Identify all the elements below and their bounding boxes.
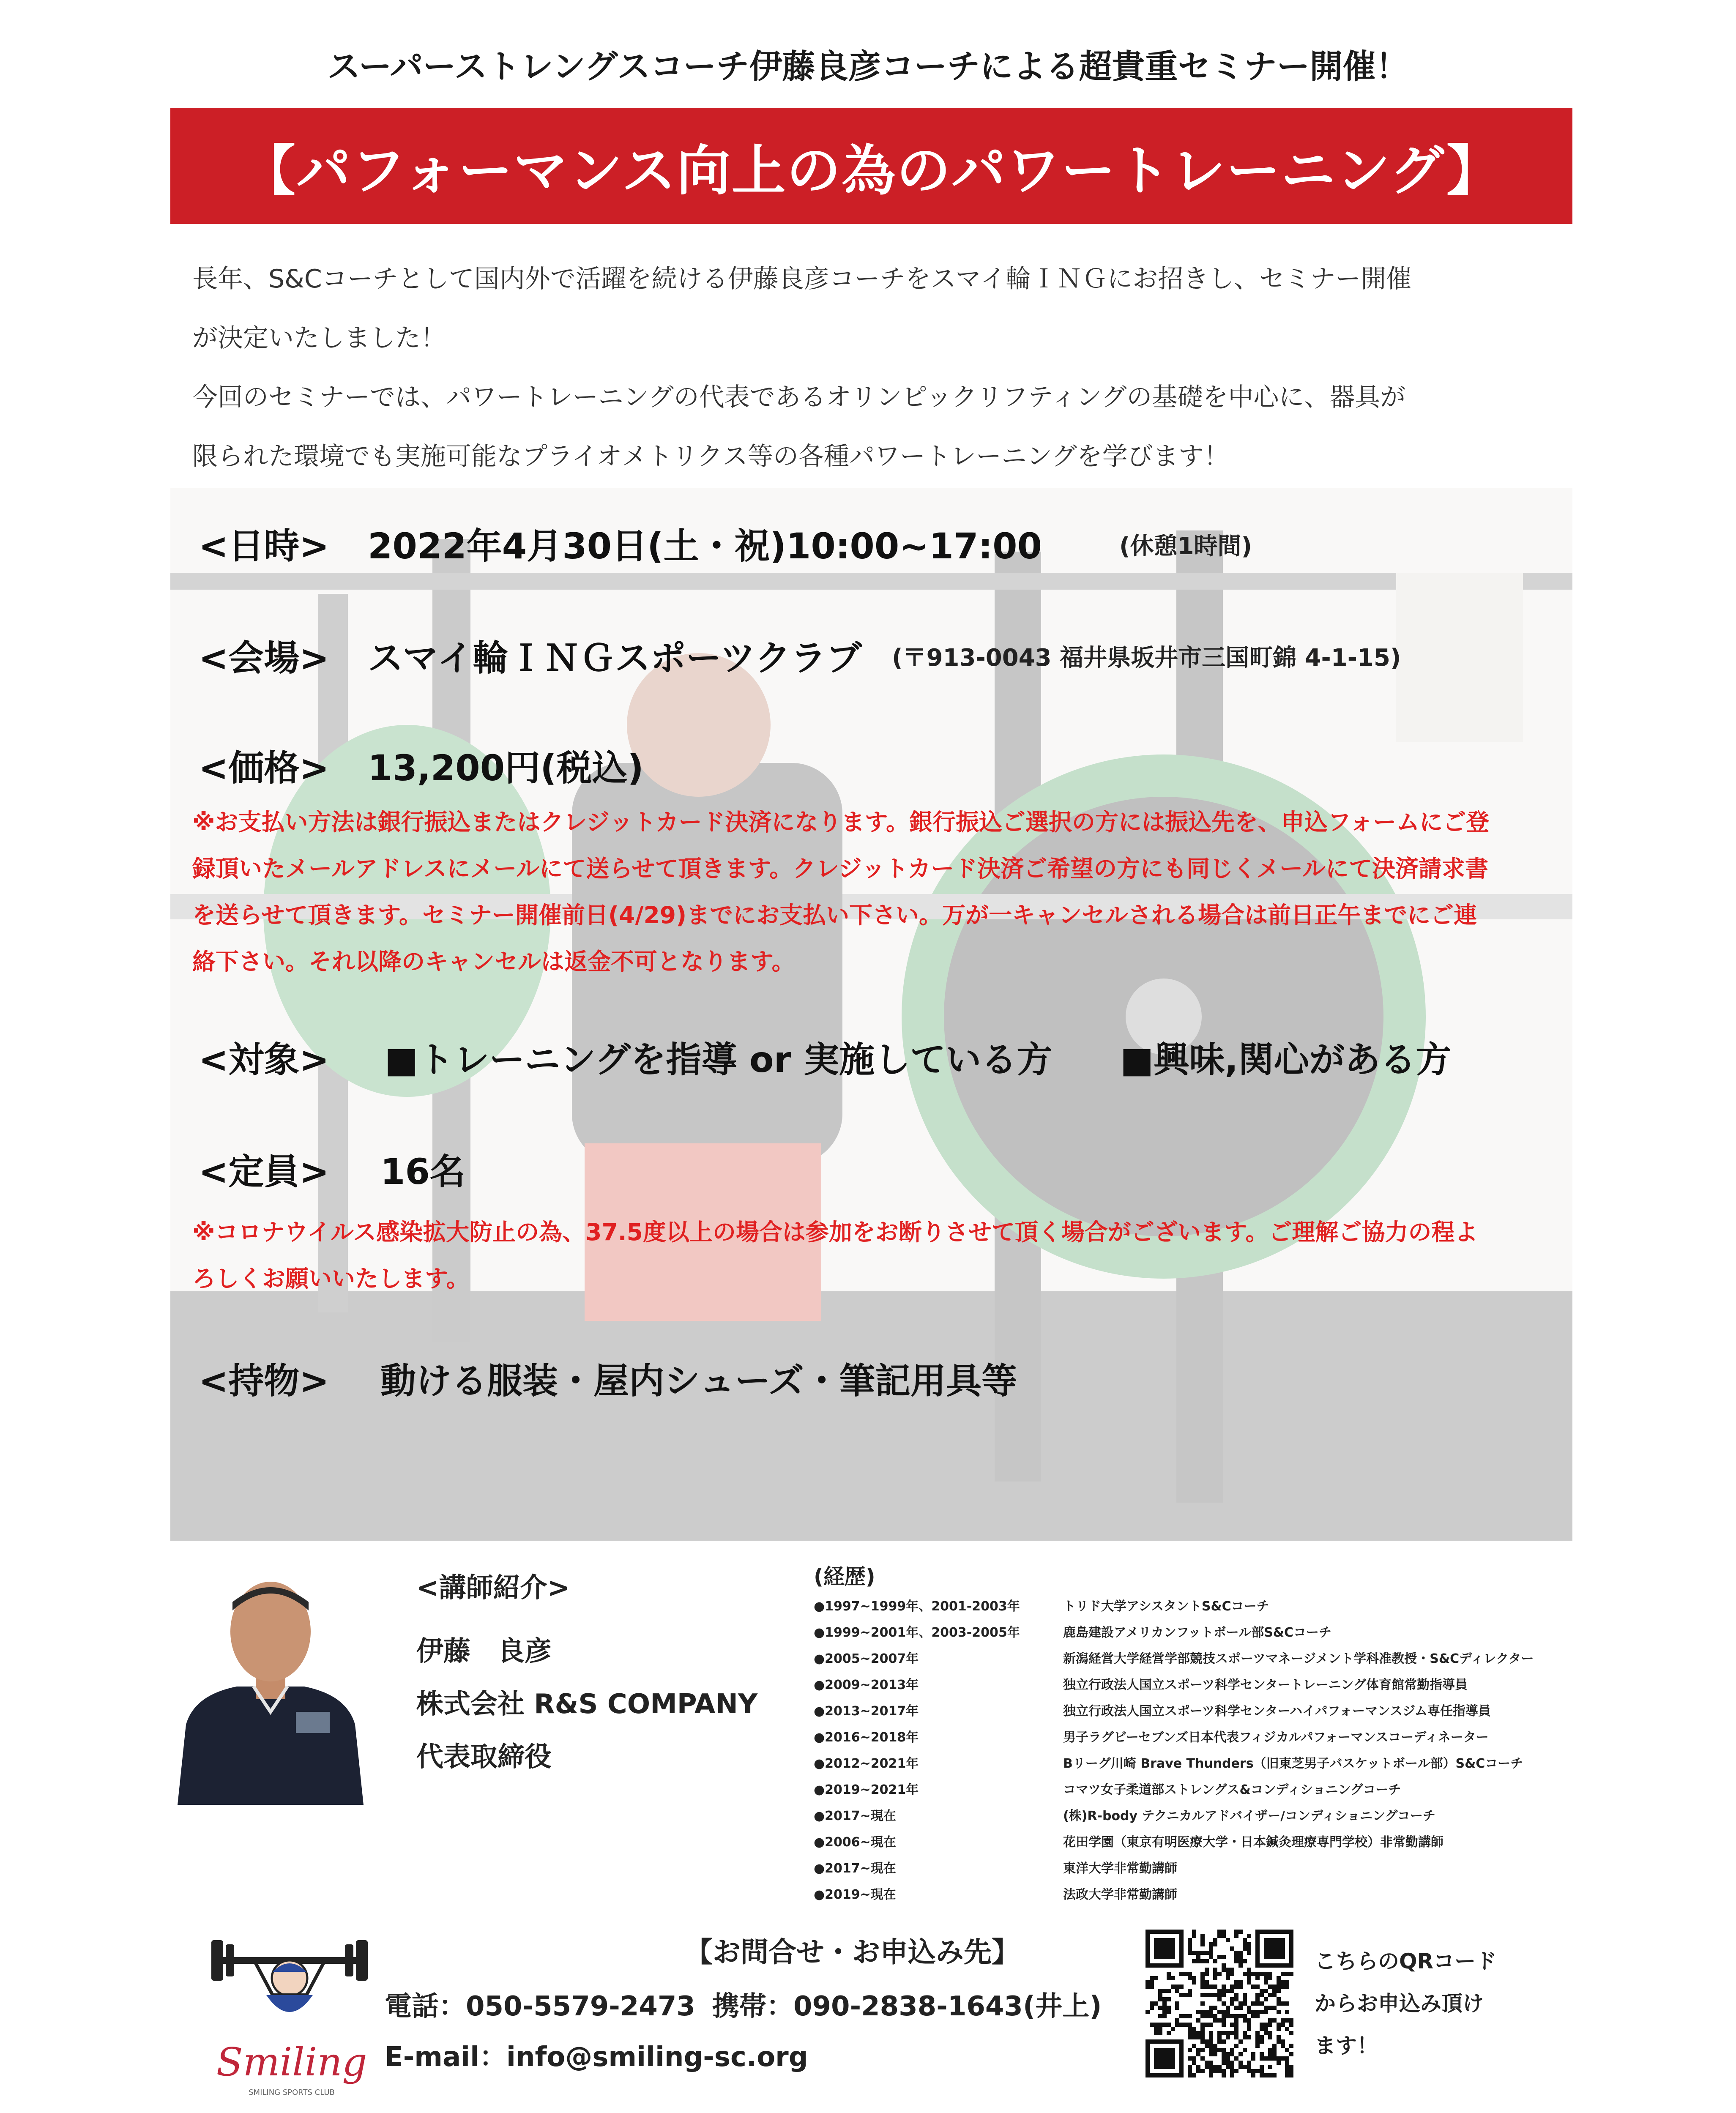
venue-address: (〒913-0043 福井県坂井市三国町錦 4-1-15) — [892, 644, 1401, 672]
instructor-title: 代表取締役 — [416, 1741, 552, 1773]
career-years: ●1997~1999年、2001-2003年 — [814, 1599, 1020, 1614]
career-desc: Bリーグ川崎 Brave Thunders（旧東芝男子バスケットボール部）S&Cコーチ — [1063, 1756, 1523, 1771]
contact-heading: 【お問合せ・お申込み先】 — [685, 1936, 1020, 1968]
career-item — [814, 1777, 1617, 1803]
career-years: ●2005~2007年 — [814, 1651, 919, 1666]
career-years: ●2016~2018年 — [814, 1730, 919, 1745]
career-desc: (株)R-body テクニカルアドバイザー/コンディショニングコーチ — [1063, 1809, 1435, 1823]
title-banner — [170, 108, 1572, 224]
target-value-1: ■トレーニングを指導 or 実施している方 — [385, 1039, 1053, 1080]
instructor-name: 伊藤 良彦 — [416, 1636, 552, 1667]
smiling-logo — [199, 1932, 380, 2101]
target-value-2: ■興味,関心がある方 — [1120, 1039, 1452, 1080]
career-years: ●2012~2021年 — [814, 1756, 919, 1771]
career-item — [814, 1829, 1617, 1856]
career-desc: 男子ラグビーセブンズ日本代表フィジカルパフォーマンスコーディネーター — [1063, 1730, 1489, 1745]
career-item — [814, 1672, 1617, 1698]
career-desc: 独立行政法人国立スポーツ科学センタートレーニング体育館常勤指導員 — [1063, 1678, 1468, 1692]
banner-title: 【パフォーマンス向上の為のパワートレーニング】 — [241, 139, 1502, 202]
items-value: 動ける服装・屋内シューズ・筆記用具等 — [380, 1360, 1017, 1402]
covid-note-line: ※コロナウイルス感染拡大防止の為、37.5度以上の場合は参加をお断りさせて頂く場合がございます。ご理解ご協力の程よ — [192, 1219, 1478, 1246]
date-note: (休憩1時間) — [1119, 533, 1252, 560]
venue-value: スマイ輪ＩＮＧスポーツクラブ — [368, 637, 862, 679]
qr-text-line: こちらのQRコード — [1315, 1949, 1497, 1974]
career-desc: 鹿島建設アメリカンフットボール部S&Cコーチ — [1063, 1625, 1331, 1640]
career-heading: (経歴) — [814, 1564, 875, 1589]
target-label: <対象> — [199, 1039, 329, 1080]
career-item — [814, 1594, 1617, 1620]
qr-text-line: ます！ — [1315, 2034, 1378, 2058]
career-desc: コマツ女子柔道部ストレングス&コンディショニングコーチ — [1063, 1782, 1401, 1797]
payment-note-line: ※お支払い方法は銀行振込またはクレジットカード決済になります。銀行振込ご選択の方には振込先を、申込フォームにご登 — [192, 809, 1490, 836]
payment-note-line: を送らせて頂きます。セミナー開催前日(4/29)までにお支払い下さい。万が一キャンセルされる場合は前日正午までにご連 — [192, 902, 1477, 929]
career-desc: 独立行政法人国立スポーツ科学センターハイパフォーマンスジム専任指導員 — [1063, 1704, 1491, 1719]
career-desc: 新潟経営大学経営学部競技スポーツマネージメント学科准教授・S&Cディレクター — [1063, 1651, 1534, 1666]
career-desc: 東洋大学非常勤講師 — [1063, 1861, 1177, 1876]
career-years: ●2006~現在 — [814, 1835, 896, 1850]
intro-line: 限られた環境でも実施可能なプライオメトリクス等の各種パワートレーニングを学びます！ — [192, 442, 1229, 471]
contact-email[interactable]: E-mail：info@smiling-sc.org — [385, 2042, 808, 2073]
career-item — [814, 1725, 1617, 1751]
career-years: ●2017~現在 — [814, 1861, 896, 1876]
career-years: ●2019~2021年 — [814, 1782, 919, 1797]
price-label: <価格> — [199, 747, 329, 789]
contact-mobile: 携帯：090-2838-1643(井上) — [712, 1991, 1102, 2022]
career-years: ●1999~2001年、2003-2005年 — [814, 1625, 1020, 1640]
items-label: <持物> — [199, 1360, 329, 1402]
qr-code[interactable] — [1141, 1925, 1298, 2082]
qr-text-line: からお申込み頂け — [1315, 1991, 1484, 2016]
career-item — [814, 1751, 1617, 1777]
career-item — [814, 1620, 1617, 1646]
qr-code-image — [1141, 1925, 1298, 2082]
price-value: 13,200円(税込) — [368, 747, 644, 789]
career-years: ●2019~現在 — [814, 1887, 896, 1902]
date-label: <日時> — [199, 525, 329, 567]
payment-note-line: 録頂いたメールアドレスにメールにて送らせて頂きます。クレジットカード決済ご希望の方にも同じくメールにて決済請求書 — [192, 855, 1488, 882]
intro-line: が決定いたしました！ — [192, 323, 446, 353]
logo-tagline: SMILING SPORTS CLUB — [249, 2088, 335, 2097]
qr-instructions — [1315, 1940, 1497, 2067]
career-desc: 花田学園（東京有明医療大学・日本鍼灸理療専門学校）非常勤講師 — [1063, 1835, 1443, 1850]
capacity-label: <定員> — [199, 1151, 329, 1192]
instructor-heading: <講師紹介> — [416, 1572, 570, 1604]
intro-paragraph — [192, 249, 1558, 486]
intro-line: 長年、S&Cコーチとして国内外で活躍を続ける伊藤良彦コーチをスマイ輪ＩＮＧにお招きし、セミナー開催 — [192, 264, 1412, 294]
career-item — [814, 1646, 1617, 1672]
career-desc: 法政大学非常勤講師 — [1063, 1887, 1177, 1902]
career-item — [814, 1856, 1617, 1882]
venue-label: <会場> — [199, 637, 329, 679]
career-years: ●2009~2013年 — [814, 1678, 919, 1692]
instructor-company: 株式会社 R&S COMPANY — [416, 1689, 758, 1720]
covid-note-line: ろしくお願いいたします。 — [192, 1265, 470, 1292]
contact-phone: 電話：050-5579-2473 — [385, 1991, 695, 2022]
career-item — [814, 1698, 1617, 1725]
payment-note — [192, 799, 1587, 985]
career-years: ●2013~2017年 — [814, 1704, 919, 1719]
capacity-value: 16名 — [380, 1151, 465, 1192]
intro-line: 今回のセミナーでは、パワートレーニングの代表であるオリンピックリフティングの基礎を中心に、器具が — [192, 383, 1406, 412]
instructor-photo — [169, 1560, 372, 1805]
career-years: ●2017~現在 — [814, 1809, 896, 1823]
covid-note — [192, 1209, 1587, 1302]
career-item — [814, 1882, 1617, 1908]
date-value: 2022年4月30日(土・祝)10:00~17:00 — [368, 525, 1042, 567]
career-desc: トリド大学アシスタントS&Cコーチ — [1063, 1599, 1269, 1614]
payment-note-line: 絡下さい。それ以降のキャンセルは返金不可となります。 — [192, 948, 795, 975]
top-title: スーパーストレングスコーチ伊藤良彦コーチによる超貴重セミナー開催！ — [327, 48, 1409, 86]
career-item — [814, 1803, 1617, 1829]
logo-wordmark: Smiling — [216, 2039, 367, 2085]
career-list — [814, 1594, 1617, 1908]
